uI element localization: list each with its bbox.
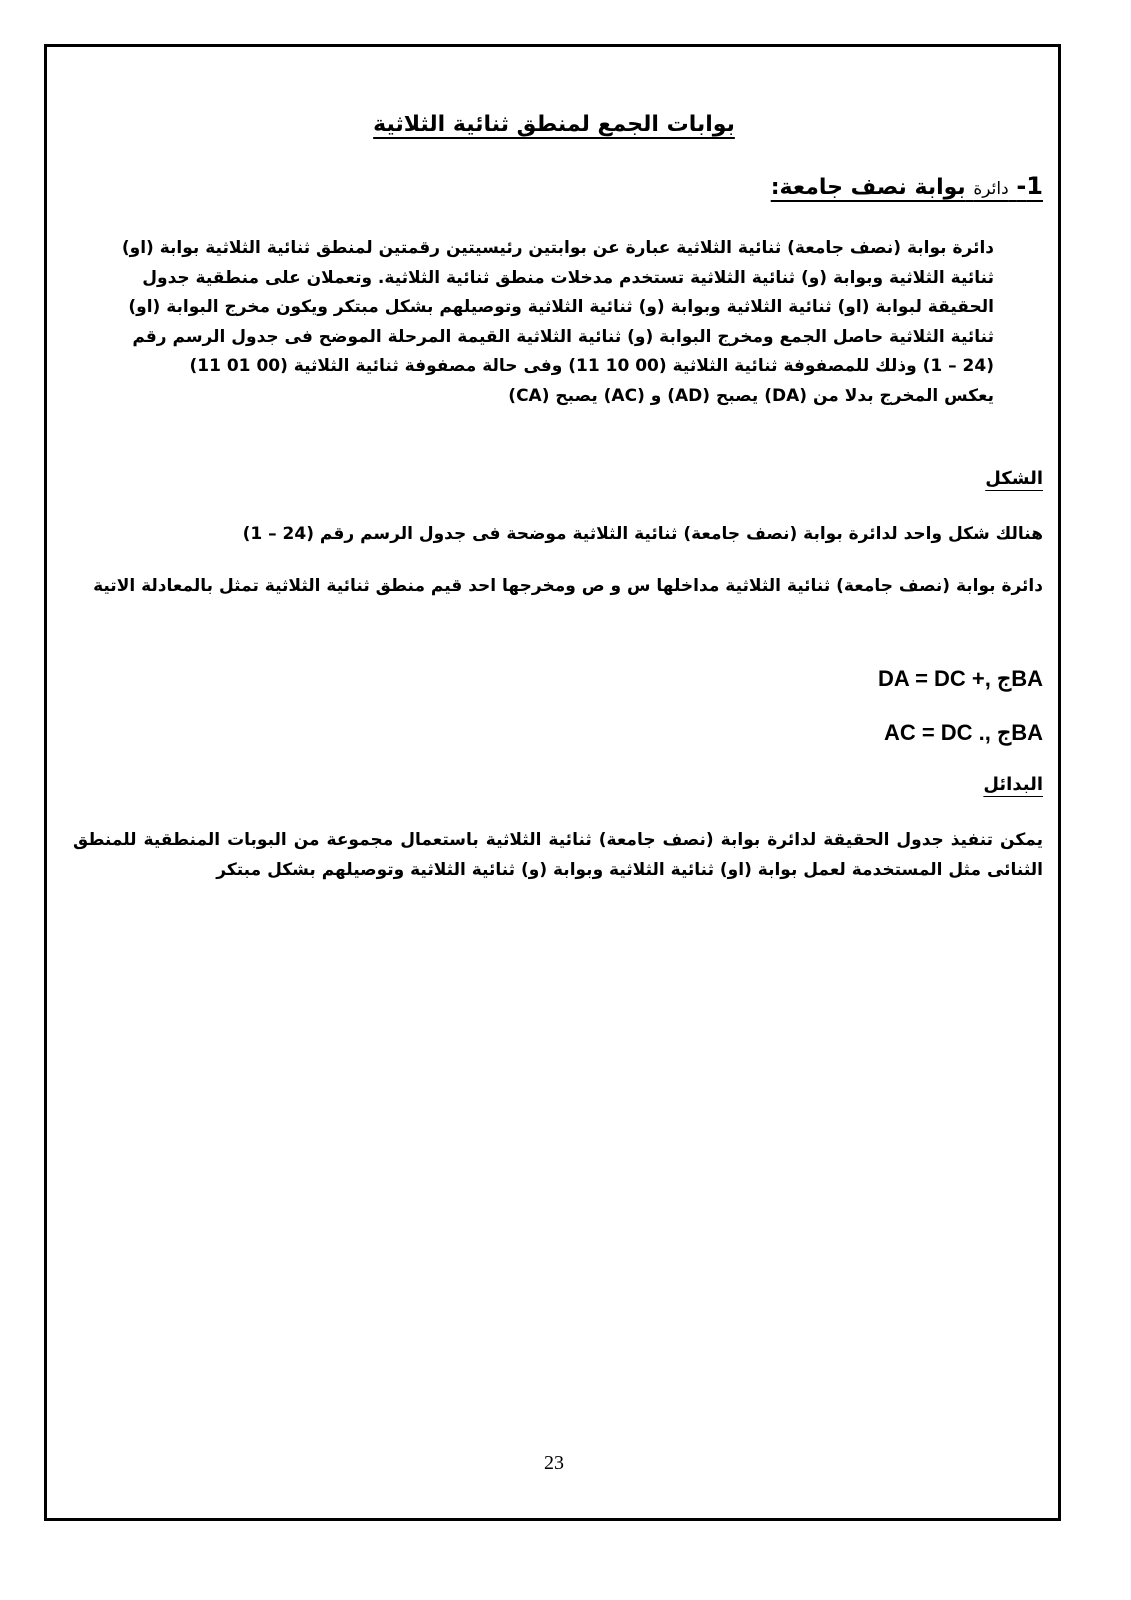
intro-line: دائرة بوابة (نصف جامعة) ثنائية الثلاثية عبارة عن بوابتين رئيسيتين رقمتين لمنطق ثنائية الثلاثية بوابة (او) <box>121 238 994 258</box>
alternatives-text: يمكن تنفيذ جدول الحقيقة لدائرة بوابة (نصف جامعة) ثنائية الثلاثية باستعمال مجموعة من البوبات المنطقية للمنطق الثنائى مثل المستخدمة لعمل بوابة (او) ثنائية الثلاثية وبوابة (و) ثنائية الثلاثية وتوصيلهم بشكل مبتكر <box>73 830 1043 880</box>
alternatives-heading: البدائل <box>983 774 1043 795</box>
shape-text: هنالك شكل واحد لدائرة بوابة (نصف جامعة) ثنائية الثلاثية موضحة فى جدول الرسم رقم (24 – 1) <box>242 524 1043 544</box>
intro-line: (24 – 1) وذلك للمصفوفة ثنائية الثلاثية (00 10 11) وفى حالة مصفوفة ثنائية الثلاثية (00 01 11) <box>189 356 994 376</box>
shape-heading: الشكل <box>985 468 1043 489</box>
page-number: 23 <box>544 1452 564 1474</box>
section-1-number: 1- <box>1016 172 1043 200</box>
equation-sum: DA = DC +, جBA <box>878 666 1043 691</box>
section-1-heading <box>771 172 1043 200</box>
intro-line: يعكس المخرج بدلا من (DA) يصبح (AD) و (AC) يصبح (CA) <box>508 385 994 406</box>
intro-line: الحقيقة لبوابة (او) ثنائية الثلاثية وبوابة (و) ثنائية الثلاثية وتوصيلهم بشكل مبتكر ويكون مخرج البوابة (او) <box>128 297 994 317</box>
section-1-prefix: دائرة <box>973 179 1009 199</box>
equation-intro: دائرة بوابة (نصف جامعة) ثنائية الثلاثية مداخلها س و ص ومخرجها احد قيم منطق ثنائية الثلاثية تمثل بالمعادلة الاتية <box>93 576 1043 596</box>
section-1-title: بوابة نصف جامعة: <box>770 175 966 200</box>
intro-line: ثنائية الثلاثية وبوابة (و) ثنائية الثلاثية تستخدم مدخلات منطق ثنائية الثلاثية. وتعملان على منطقية جدول <box>142 267 994 288</box>
intro-line: ثنائية الثلاثية حاصل الجمع ومخرج البوابة (و) ثنائية الثلاثية القيمة المرحلة الموضح فى جدول الرسم رقم <box>132 326 994 347</box>
equation-carry: AC = DC ., جBA <box>883 720 1043 745</box>
page-title: بوابات الجمع لمنطق ثنائية الثلاثية <box>373 112 735 137</box>
intro-paragraph <box>74 234 994 411</box>
